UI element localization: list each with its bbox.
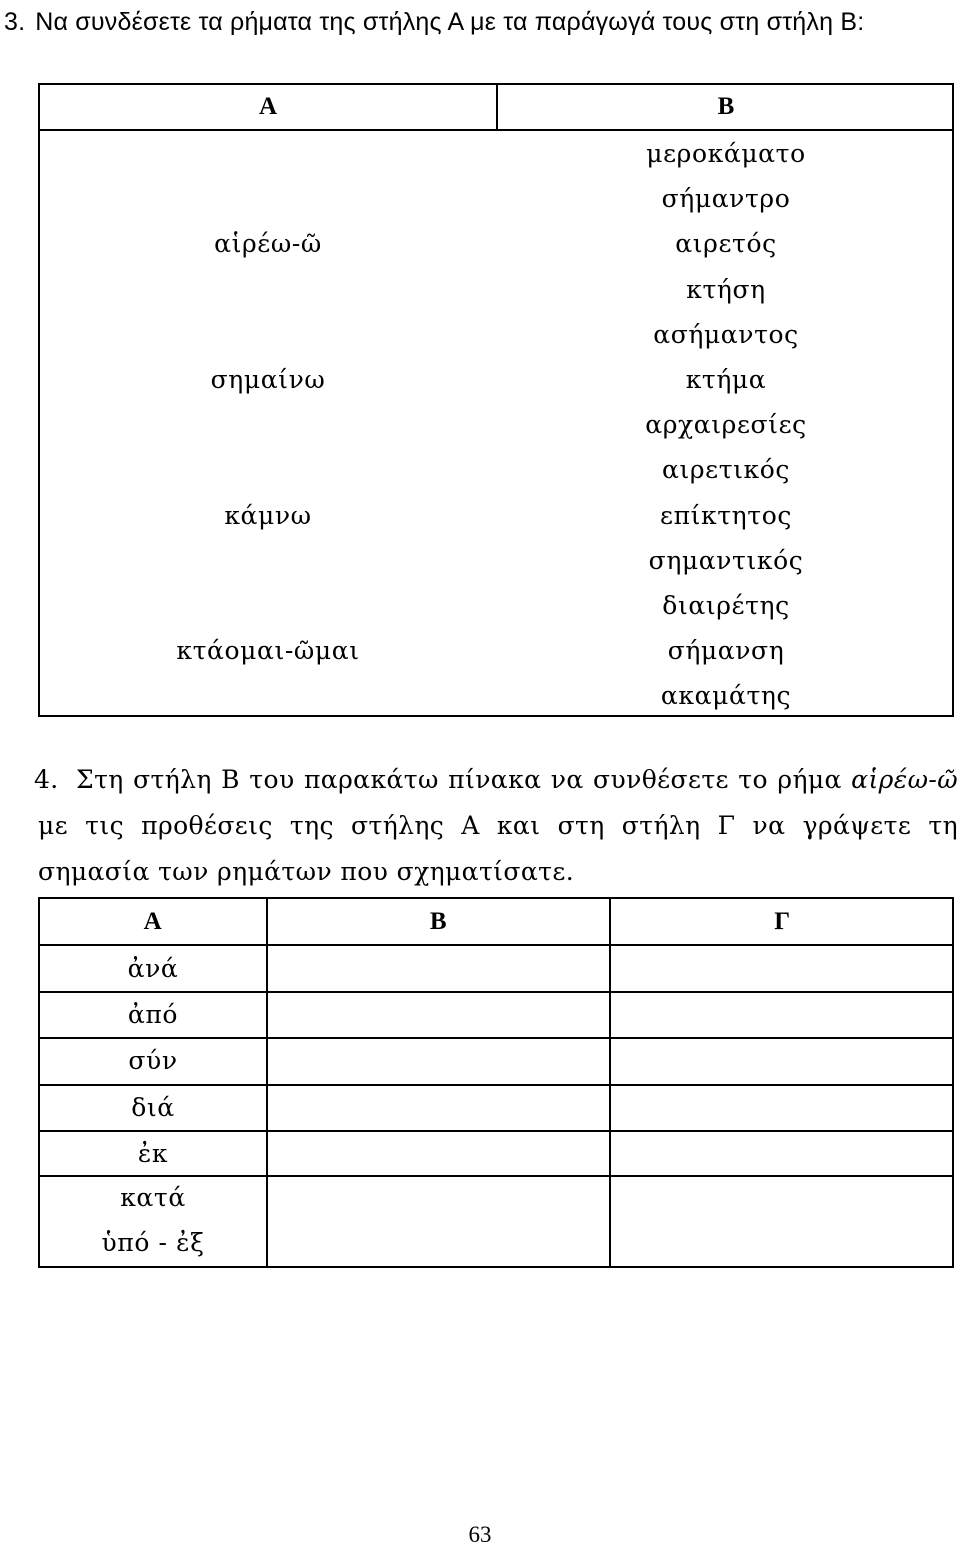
question-3-body: Να συνδέσετε τα ρήματα της στήλης Α με τα παράγωγά τους στη στήλη Β:: [35, 8, 865, 36]
compound-verb-cell: [268, 1220, 609, 1266]
column-b-cell: διαιρέτης: [662, 590, 790, 620]
preposition-cell: σύν: [128, 1046, 178, 1075]
question-4-number: 4.: [34, 765, 59, 794]
table-row: [40, 1220, 952, 1266]
question-3-number: 3.: [4, 8, 26, 36]
column-b-cell: επίκτητος: [660, 500, 792, 530]
column-b-cell: ασήμαντος: [653, 319, 799, 349]
question-4-body-end: με τις προθέσεις της στήλης Α και στη στήλη Γ να γράψετε τη σημασία των ρημάτων που σχηματίσατε.: [38, 811, 958, 886]
composition-table: [38, 897, 954, 1268]
compound-verb-cell: [268, 992, 609, 1038]
preposition-cell: διά: [131, 1093, 175, 1122]
meaning-cell: [611, 1038, 954, 1084]
compound-verb-cell: [268, 1131, 609, 1177]
column-a-cell: [40, 131, 496, 176]
table-row: [40, 1131, 952, 1177]
column-a-cell: [40, 402, 496, 447]
meaning-cell: [611, 1175, 954, 1221]
column-b-cell: κτήμα: [685, 364, 767, 394]
preposition-cell: ὑπό - ἐξ: [101, 1228, 205, 1257]
column-a-cell: αἱρέω-ῶ: [214, 229, 322, 259]
preposition-cell: ἀπό: [127, 1000, 179, 1029]
matching-table-header: [40, 85, 952, 131]
preposition-cell: κατά: [120, 1183, 186, 1212]
compound-verb-cell: [268, 1038, 609, 1084]
column-b-cell: κτήση: [686, 274, 766, 304]
table-row: [40, 946, 952, 992]
meaning-cell: [611, 1220, 954, 1266]
column-a-cell: [40, 673, 496, 718]
column-b-cell: σήμαντρο: [661, 184, 791, 214]
column-b-header: B: [717, 93, 735, 120]
table-row: [40, 1085, 952, 1131]
column-b-cell: αιρετικός: [661, 455, 791, 485]
table-row: [40, 1038, 952, 1084]
meaning-cell: [611, 992, 954, 1038]
meaning-cell: [611, 1131, 954, 1177]
column-b-cell: αρχαιρεσίες: [645, 410, 807, 440]
compound-verb-cell: [268, 1175, 609, 1221]
question-4-body-start: Στη στήλη Β του παρακάτω πίνακα να συνθέσετε το ρήμα: [76, 765, 852, 794]
matching-table: [38, 83, 954, 717]
page-number: 63: [468, 1522, 492, 1547]
table-row: [40, 1175, 952, 1221]
column-a-cell: [40, 176, 496, 221]
table-row: [40, 992, 952, 1038]
question-4-text: [34, 757, 958, 895]
column-b-header: B: [429, 908, 448, 935]
column-b-derivatives: [498, 131, 954, 718]
column-b-cell: αιρετός: [675, 229, 777, 259]
column-a-cell: [40, 312, 496, 357]
column-b-cell: ακαμάτης: [660, 681, 792, 711]
column-a-cell: κάμνω: [224, 500, 312, 530]
meaning-cell: [611, 1085, 954, 1131]
compound-verb-cell: [268, 946, 609, 992]
preposition-cell: ἐκ: [137, 1139, 169, 1168]
column-a-cell: [40, 538, 496, 583]
column-b-cell: μεροκάματο: [646, 139, 806, 168]
column-a-header: A: [143, 908, 163, 935]
column-b-cell: σήμανση: [667, 636, 785, 666]
question-3-text: [4, 0, 954, 44]
column-a-header: A: [258, 93, 278, 120]
question-4-verb: αἱρέω-ῶ: [851, 765, 958, 794]
column-a-cell: σημαίνω: [210, 364, 326, 394]
column-b-cell: σημαντικός: [648, 545, 804, 575]
column-a-cell: κτάομαι-ῶμαι: [176, 636, 360, 666]
column-a-cell: [40, 583, 496, 628]
column-a-cell: [40, 447, 496, 492]
composition-table-header: [40, 899, 952, 945]
column-a-cell: [40, 267, 496, 312]
column-a-verbs: [40, 131, 496, 718]
column-c-header: Γ: [774, 908, 791, 935]
meaning-cell: [611, 946, 954, 992]
compound-verb-cell: [268, 1085, 609, 1131]
preposition-cell: ἀνά: [127, 954, 179, 983]
